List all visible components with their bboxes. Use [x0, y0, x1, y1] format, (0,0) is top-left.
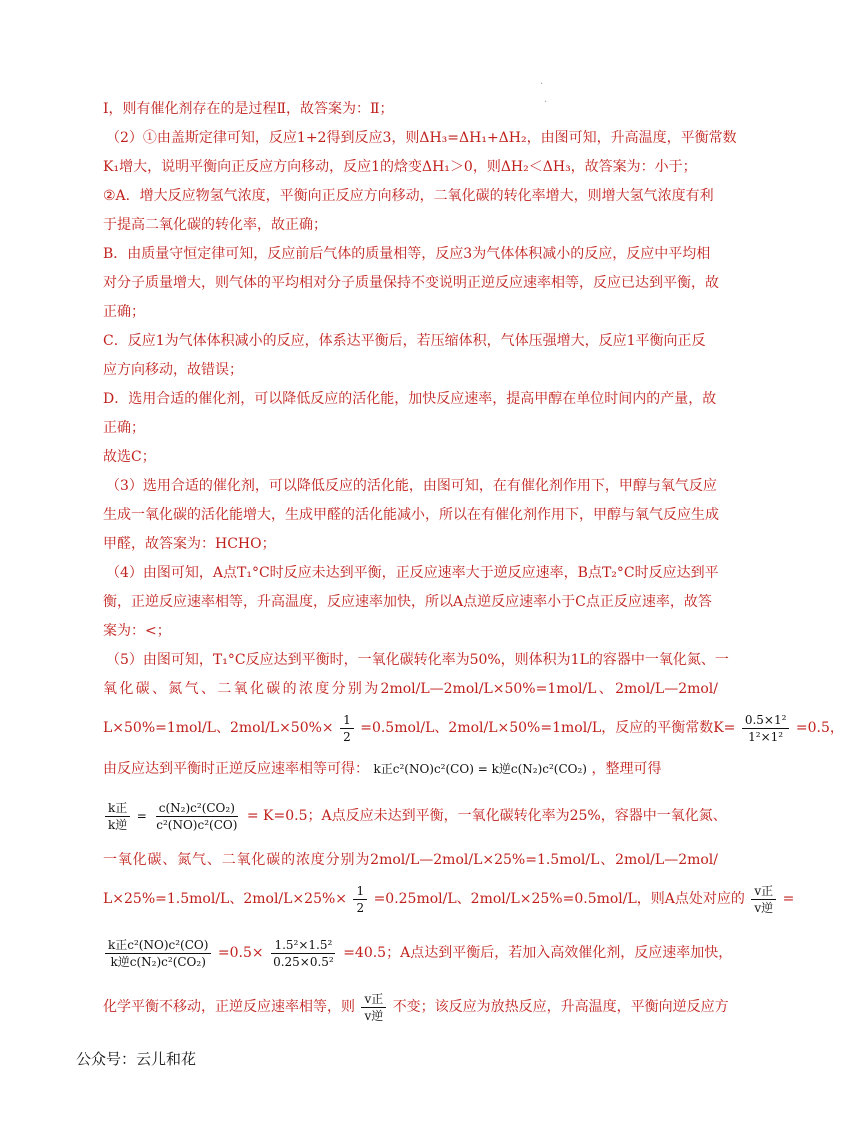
- text-segment: 由反应达到平衡时正逆反应速率相等可得：: [103, 761, 369, 777]
- text-segment: = K=0.5；A点反应未达到平衡，一氧化碳转化率为25%，容器中一氧化氮、: [246, 808, 727, 824]
- text-line: 氧化碳、氮气、二氧化碳的浓度分别为2mol/L—2mol/L×50%=1mol/L、2mol/L—2mol/: [103, 681, 718, 697]
- text-segment: 化学平衡不移动，正逆反应速率相等，则: [103, 999, 355, 1015]
- text-line: 一氧化碳、氮气、二氧化碳的浓度分别为2mol/L—2mol/L×25%=1.5mol/L、2mol/L—2mol/: [103, 852, 718, 868]
- value-fraction: [270, 938, 337, 969]
- text-line: B．由质量守恒定律可知，反应前后气体的质量相等，反应3为气体体积减小的反应，反应中平均相: [103, 246, 711, 262]
- text-segment: ，整理可得: [591, 761, 662, 777]
- fraction-numerator: k正c²(NO)c²(CO): [105, 938, 211, 954]
- text-line: D．选用合适的催化剂，可以降低反应的活化能，加快反应速率，提高甲醇在单位时间内的产量，故: [103, 391, 717, 407]
- fraction-numerator: 1.5²×1.5²: [271, 938, 335, 954]
- text-line-with-equation: [103, 752, 718, 786]
- text-line: 正确；: [103, 304, 145, 320]
- text-line: 正确；: [103, 420, 145, 436]
- fraction-denominator: v逆: [754, 900, 774, 915]
- rate-ratio-fraction: [105, 938, 211, 969]
- text-segment: =0.5×: [217, 945, 264, 961]
- text-line: 对分子质量增大，则气体的平均相对分子质量保持不变说明正逆反应速率相等，反应已达到平衡，故: [103, 275, 719, 291]
- equals-sign: =: [477, 762, 488, 776]
- footer-account: 公众号：云儿和花: [76, 1050, 197, 1068]
- fraction-numerator: v正: [361, 992, 386, 1008]
- fraction-denominator: 1²×1²: [748, 729, 784, 744]
- text-segment: =: [782, 891, 795, 907]
- half-fraction: [340, 713, 354, 744]
- rate-reverse: k逆c(N₂)c²(CO₂): [491, 762, 587, 776]
- text-segment: L×25%=1.5mol/L、2mol/L×25%×: [103, 891, 348, 907]
- text-segment: L×50%=1mol/L、2mol/L×50%×: [103, 720, 334, 736]
- text-line: 案为：<；: [103, 623, 171, 639]
- concentration-ratio-fraction: [153, 801, 240, 832]
- velocity-ratio-fraction: [751, 884, 776, 915]
- fraction-numerator: 0.5×1²: [742, 713, 790, 729]
- fraction-denominator: k逆c(N₂)c²(CO₂): [110, 954, 206, 969]
- equilibrium-constant-fraction: [742, 713, 790, 744]
- text-line-with-fractions: [103, 983, 729, 1031]
- text-line: C．反应1为气体体积减小的反应，体系达平衡后，若压缩体积，气体压强增大，反应1平衡向正反: [103, 333, 706, 349]
- text-line: ②A．增大反应物氢气浓度，平衡向正反应方向移动，二氧化碳的转化率增大，则增大氢气浓度有利: [103, 188, 714, 204]
- fraction-numerator: k正: [105, 801, 130, 817]
- text-segment: =0.5mol/L、2mol/L×50%=1mol/L，反应的平衡常数K=: [360, 720, 736, 736]
- fraction-denominator: c²(NO)c²(CO): [156, 817, 238, 832]
- text-line: 于提高二氧化碳的转化率，故正确；: [103, 217, 327, 233]
- fraction-numerator: v正: [751, 884, 776, 900]
- answer-text: [103, 95, 844, 1031]
- rate-equation: [373, 752, 587, 786]
- fraction-denominator: 2: [356, 900, 365, 915]
- fraction-denominator: 0.25×0.5²: [273, 954, 334, 969]
- text-line: 甲醛，故答案为：HCHO；: [103, 536, 276, 552]
- text-line-with-fractions: [103, 923, 733, 983]
- fraction-denominator: v逆: [364, 1008, 384, 1023]
- page-mark: .: [544, 94, 548, 105]
- k-ratio-fraction: [105, 801, 130, 832]
- page-mark: .: [540, 76, 544, 87]
- text-line: 衡，正逆反应速率相等，升高温度，反应速率加快，所以A点逆反应速率小于C点正反应速率，故答: [103, 594, 712, 610]
- text-segment: =40.5；A点达到平衡后，若加入高效催化剂，反应速率加快，: [343, 945, 733, 961]
- text-line-with-fractions: $\frac{\text{k正}}{\text{k逆}}$ = $\frac{\text{c(N₂)c²(CO₂)}}{\text{c²(NO)c²(CO)}}$ = K=0.5；A点反应未达到平衡，一氧化碳转化率为25%，容器中一氧化氮、: [103, 786, 718, 846]
- text-segment: =0.5，: [795, 720, 844, 736]
- text-line: 应方向移动，故错误；: [103, 362, 243, 378]
- text-line: （5）由图可知，T₁°C反应达到平衡时，一氧化碳转化率为50%，则体积为1L的容器中一氧化氮、一: [106, 652, 729, 668]
- text-line: （4）由图可知，A点T₁°C时反应未达到平衡，正反应速率大于逆反应速率，B点T₂°C时反应达到平: [106, 565, 719, 581]
- velocity-ratio-fraction: [361, 992, 386, 1023]
- fraction-numerator: 1: [353, 884, 367, 900]
- text-segment: =0.25mol/L、2mol/L×25%=0.5mol/L，则A点处对应的: [373, 891, 745, 907]
- text-line: K₁增大，说明平衡向正反应方向移动，反应1的焓变ΔH₁＞0，则ΔH₂＜ΔH₃，故答案为：小于；: [103, 159, 697, 175]
- text-line-with-fractions: [103, 875, 795, 923]
- fraction-denominator: k逆: [108, 817, 128, 832]
- text-line-with-fractions: [103, 704, 844, 752]
- fraction-numerator: c(N₂)c²(CO₂): [156, 801, 238, 817]
- text-line: 故选C；: [103, 449, 156, 465]
- text-line: 生成一氧化碳的活化能增大，生成甲醛的活化能减小，所以在有催化剂作用下，甲醇与氧气反应生成: [103, 507, 719, 523]
- rate-forward: k正c²(NO)c²(CO): [373, 762, 474, 776]
- fraction-numerator: 1: [340, 713, 354, 729]
- fraction-denominator: 2: [343, 729, 351, 744]
- text-segment: 不变；该反应为放热反应，升高温度，平衡向逆反应方: [392, 999, 729, 1015]
- text-line: （2）①由盖斯定律可知，反应1+2得到反应3，则ΔH₃=ΔH₁+ΔH₂，由图可知，升高温度，平衡常数: [106, 130, 737, 146]
- text-line: Ⅰ，则有催化剂存在的是过程Ⅱ，故答案为：Ⅱ；: [103, 101, 394, 117]
- text-line: （3）选用合适的催化剂，可以降低反应的活化能，由图可知，在有催化剂作用下，甲醇与氧气反应: [106, 478, 717, 494]
- half-fraction: [353, 884, 367, 915]
